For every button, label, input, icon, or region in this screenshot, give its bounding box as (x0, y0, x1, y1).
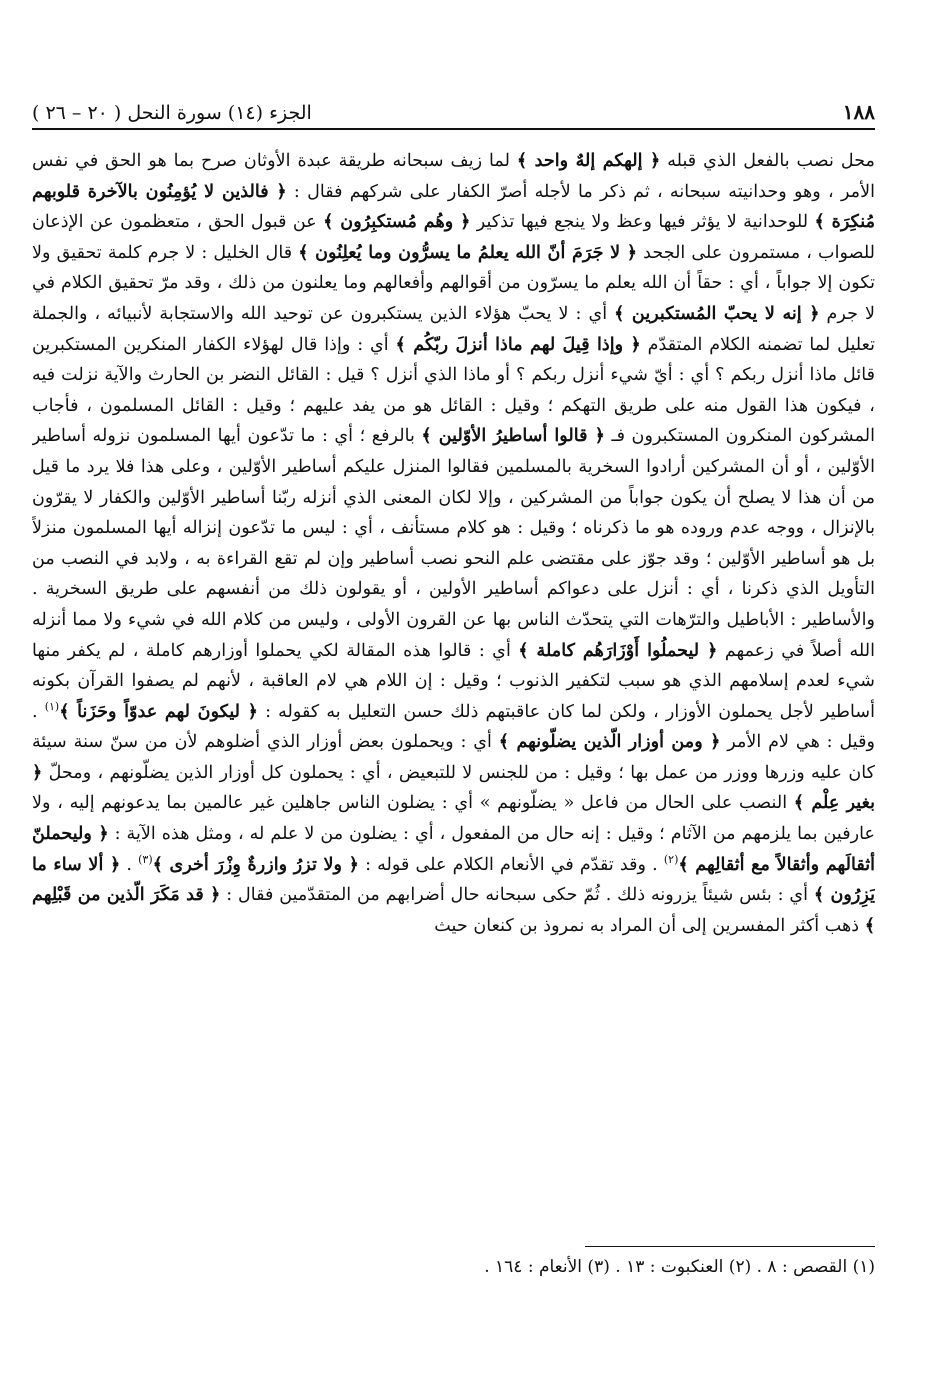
commentary-text: أي : لا يحبّ هؤلاء الذين يستكبرون عن توحيد الله والاستجابة لأنبيائه ، والجملة تعليل لما تضمنه الكلام المتقدّم (32, 303, 875, 355)
quran-quote: ﴿ فالذين لا يُؤمِنُون بالآخرة قلوبهم مُنكِرَة ﴾ (32, 180, 875, 233)
quran-quote: ﴿ ألا ساء ما يَزِرُون ﴾ (32, 853, 875, 906)
footnote-divider (585, 1246, 875, 1247)
quran-quote: ﴿ ولا تزرُ وازرةٌ وِزْرَ أخرى ﴾ (152, 853, 359, 875)
quran-quote: ﴿ وإذا قِيلَ لهم ماذا أنزلَ ربّكُم ﴾ (395, 333, 641, 355)
commentary-text: . وقيل : هي لام الأمر (32, 701, 875, 753)
commentary-text: محل نصب بالفعل الذي قبله (660, 151, 875, 171)
quran-quote: ﴿ إنه لا يحبّ المُستكبرين ﴾ (614, 302, 820, 324)
quran-quote: ﴿ إلهكم إلهٌ واحد ﴾ (516, 150, 661, 171)
commentary-text: أي : قالوا هذه المقالة لكي يحملوا أوزارهم كاملة ، لم يكفر منها شيء لعدم إسلامهم الذي هو سبب لتكفير الذنوب ؛ وقيل : إن اللام هي لام العاقبة ، لأنهم لم يصفوا القرآن بكونه أساطير لأجل يحملون الأوزار ، ولكن لما كان عاقبتهم ذلك حسن التعليل به كقوله : (32, 640, 875, 722)
commentary-text: لما زيف سبحانه طريقة عبدة الأوثان صرح بما هو الحق في نفس الأمر ، وهو وحدانيته سبحانه ، ثم ذكر ما لأجله أصرّ الكفار على شركهم فقال : (32, 151, 875, 202)
commentary-text: . (120, 854, 139, 875)
page-number: ١٨٨ (842, 100, 875, 124)
quran-quote: ﴿ وليحملنّ أثقالَهم وأثقالاً مع أثقالِهم ﴾ (32, 823, 875, 875)
commentary-text: عن قبول الحق ، متعظمون عن الإذعان للصواب ، مستمرون على الجحد (32, 212, 875, 263)
body-text (32, 146, 875, 1236)
quran-quote: ﴿ وهُم مُستكبِرُون ﴾ (323, 211, 471, 233)
commentary-text: أي : ويحملون بعض أوزار الذي أضلوهم لأن من سنّ سنة سيئة كان عليه وزرها ووزر من عمل بها ؛ وقيل : من للجنس لا للتبعيض ، أي : يحملون كل أوزار الذين يضلّونهم ، ومحلّ (32, 732, 875, 783)
quran-quote: ﴿ قالوا أساطيرُ الأوّلين ﴾ (421, 425, 605, 447)
quran-quote: ﴿ قد مَكَرَ الّذين من قَبْلِهم ﴾ (32, 884, 875, 936)
page-header (32, 96, 875, 130)
footnote-ref: (١) (44, 699, 60, 713)
footnotes (32, 1252, 875, 1282)
commentary-text: أي : وإذا قال لهؤلاء الكفار المنكرين المستكبرين قائل ماذا أنزل ربكم ؟ أي : أيّ شيء أنزل ربكم ؟ أو ماذا الذي أنزل ؟ قيل : القائل النضر بن الحارث والآية نزلت فيه ، فيكون هذا القول منه على طريق التهكم ؛ وقيل : القائل هو من يفد عليهم ؛ وقيل : القائل المسلمون ، فأجاب المشركون المنكرون المستكبرون فـ (32, 334, 875, 447)
commentary-text: بالرفع ؛ أي : ما تدّعون أيها المسلمون نزوله أساطير الأوّلين ، أو أن المشركين أرادوا السخرية بالمسلمين فقالوا المنزل عليكم أساطير الأوّلين ، وعلى هذا فلا يرد ما قيل من أن هذا لا يصلح أن يكون جواباً من المشركين ، وإلا لكان المعنى الذي أنزله ربّنا أساطير الأوّلين والكفار لا يقرّون بالإنزال ، ووجه عدم وروده هو ما ذكرناه ؛ وقيل : هو كلام مستأنف ، أي : ليس ما تدّعون إنزاله أيها المسلمون منزلاً بل هو أساطير الأوّلين ؛ وقد جوّز على مقتضى علم النحو نصب أساطير وإن لم تقع القراءة به ، ولابد في النصب من التأويل الذي ذكرنا ، أي : أنزل على دعواكم أساطير الأولين ، أو يقولون ذلك من أنفسهم على طريق السخرية . والأساطير : الأباطيل والترّهات التي يتحدّث الناس بها عن القرون الأولى ، وليس من كلام الله في شيء ولا مما أنزله الله أصلاً في زعمهم (32, 426, 875, 661)
footnote-ref: (٣) (138, 852, 153, 866)
quran-quote: ﴿ ليحملُوا أَوْزَارَهُم كاملة ﴾ (518, 639, 718, 661)
commentary-text: ذهب أكثر المفسرين إلى أن المراد به نمروذ بن كنعان حيث (434, 915, 865, 936)
quran-quote: ﴿ بغير عِلْم ﴾ (32, 761, 875, 814)
commentary-text: النصب على الحال من فاعل « يضلّونهم » أي : يضلون الناس جاهلين غير عالمين بما يدعونهم إليه ، ولا عارفين بما يلزمهم من الآثام ؛ وقيل : إنه حال من المفعول ، أي : يضلون من لا علم له ، ومثل هذه الآية : (32, 793, 875, 845)
commentary-text: للوحدانية لا يؤثر فيها وعظ ولا ينجع فيها تذكير (470, 212, 815, 233)
commentary-text: أي : بئس شيئاً يزرونه ذلك . ثُمّ حكى سبحانه حال أضرابهم من المتقدّمين فقال : (220, 885, 814, 906)
quran-quote: ﴿ ليكونَ لهم عدوّاً وحَزَناً ﴾ (59, 700, 258, 722)
running-title: الجزء (١٤) سورة النحل ( ٢٠ – ٢٦ ) (32, 102, 312, 124)
footnote-text: (١) القصص : ٨ . (٢) العنكبوت : ١٣ . (٣) الأنعام : ١٦٤ . (484, 1257, 875, 1277)
commentary-text: . وقد تقدّم في الأنعام الكلام على قوله : (358, 854, 664, 875)
quran-quote: ﴿ ومن أوزار الّذين يضلّونهم ﴾ (498, 731, 721, 753)
footnote-ref: (٢) (663, 852, 679, 866)
quran-quote: ﴿ لا جَرَمَ أنّ الله يعلمُ ما يسرُّون وما يُعلِنُون ﴾ (298, 241, 638, 263)
commentary-text: قال الخليل : لا جرم كلمة تحقيق ولا تكون إلا جواباً ، أي : حقاً أن الله يعلم ما يسرّون من أقوالهم وأفعالهم وما يعلنون من ذلك ، وقد مرّ تحقيق الكلام في لا جرم (32, 242, 875, 324)
